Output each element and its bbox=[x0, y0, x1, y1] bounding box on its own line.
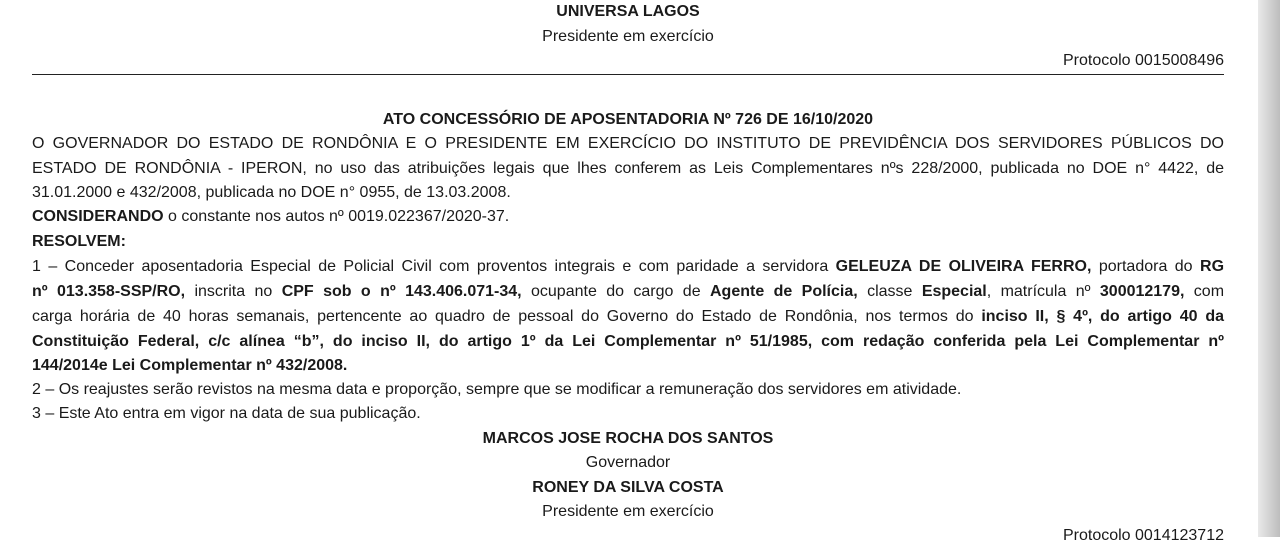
rg-number: nº 013.358-SSP/RO, bbox=[32, 283, 186, 300]
president-name: RONEY DA SILVA COSTA bbox=[532, 479, 724, 496]
intro-line-2: ESTADO DE RONDÔNIA - IPERON, no uso das atribuições legais que lhes conferem as Leis Complementares nºs 228/2000, publicada no DOE n° 4422, de bbox=[32, 160, 1224, 177]
section-divider bbox=[32, 74, 1224, 75]
item3-paragraph: 3 – Este Ato entra em vigor na data de sua publicação. bbox=[32, 405, 421, 422]
considerando-text: o constante nos autos nº 0019.022367/2020-37. bbox=[163, 208, 510, 225]
page-edge-shadow bbox=[1258, 0, 1280, 537]
cpf-number: CPF sob o nº 143.406.071-34, bbox=[281, 283, 522, 300]
item2-paragraph: 2 – Os reajustes serão revistos na mesma data e proporção, sempre que se modificar a remuneração dos servidores em atividade. bbox=[32, 381, 962, 398]
resolvem-heading: RESOLVEM: bbox=[32, 233, 126, 250]
intro-line-1: O GOVERNADOR DO ESTADO DE RONDÔNIA E O PRESIDENTE EM EXERCÍCIO DO INSTITUTO DE PREVIDÊNCIA DOS SERVIDORES PÚBLICOS DO bbox=[32, 135, 1224, 152]
position-title: Agente de Polícia, bbox=[710, 283, 858, 300]
considerando-label: CONSIDERANDO bbox=[32, 208, 164, 225]
item1-line-1 bbox=[32, 255, 1224, 279]
item1-line-4: Constituição Federal, c/c alínea “b”, do inciso II, do artigo 1º da Lei Complementar nº 51/1985, com redação conferida pela Lei Complementar nº bbox=[32, 333, 1224, 350]
rg-label: RG bbox=[1200, 258, 1225, 275]
registration-number: 300012179, bbox=[1099, 283, 1185, 300]
previous-signatory-name: UNIVERSA LAGOS bbox=[556, 3, 700, 20]
item1-text: carga horária de 40 horas semanais, pertencente ao quadro de pessoal do Governo do Estado de Rondônia, nos termos do bbox=[32, 308, 982, 325]
item1-text: classe bbox=[857, 283, 922, 300]
previous-protocol: Protocolo 0015008496 bbox=[1062, 52, 1224, 69]
previous-signatory-role: Presidente em exercício bbox=[542, 28, 714, 45]
governor-role: Governador bbox=[585, 454, 671, 471]
item1-text: , matrícula nº bbox=[986, 283, 1100, 300]
considerando-paragraph bbox=[32, 205, 1224, 229]
protocol-number: Protocolo 0014123712 bbox=[1062, 527, 1224, 544]
document-page bbox=[32, 0, 1225, 544]
item1-text: inscrita no bbox=[185, 283, 282, 300]
item1-line-2 bbox=[32, 280, 1224, 304]
item1-line-5: 144/2014e Lei Complementar nº 432/2008. bbox=[32, 357, 348, 374]
item1-text: portadora do bbox=[1091, 258, 1201, 275]
servant-name: GELEUZA DE OLIVEIRA FERRO, bbox=[835, 258, 1092, 275]
legal-basis: inciso II, § 4º, do artigo 40 da bbox=[981, 308, 1225, 325]
item1-text: ocupante do cargo de bbox=[521, 283, 710, 300]
class-value: Especial bbox=[921, 283, 987, 300]
act-title: ATO CONCESSÓRIO DE APOSENTADORIA Nº 726 DE 16/10/2020 bbox=[382, 111, 874, 128]
item1-text: 1 – Conceder aposentadoria Especial de Policial Civil com proventos integrais e com paridade a servidora bbox=[32, 258, 836, 275]
president-role: Presidente em exercício bbox=[542, 503, 714, 520]
item1-text: com bbox=[1184, 283, 1225, 300]
item1-line-3 bbox=[32, 305, 1224, 329]
intro-line-3: 31.01.2000 e 432/2008, publicada no DOE n° 0955, de 13.03.2008. bbox=[32, 184, 511, 201]
governor-name: MARCOS JOSE ROCHA DOS SANTOS bbox=[482, 430, 774, 447]
